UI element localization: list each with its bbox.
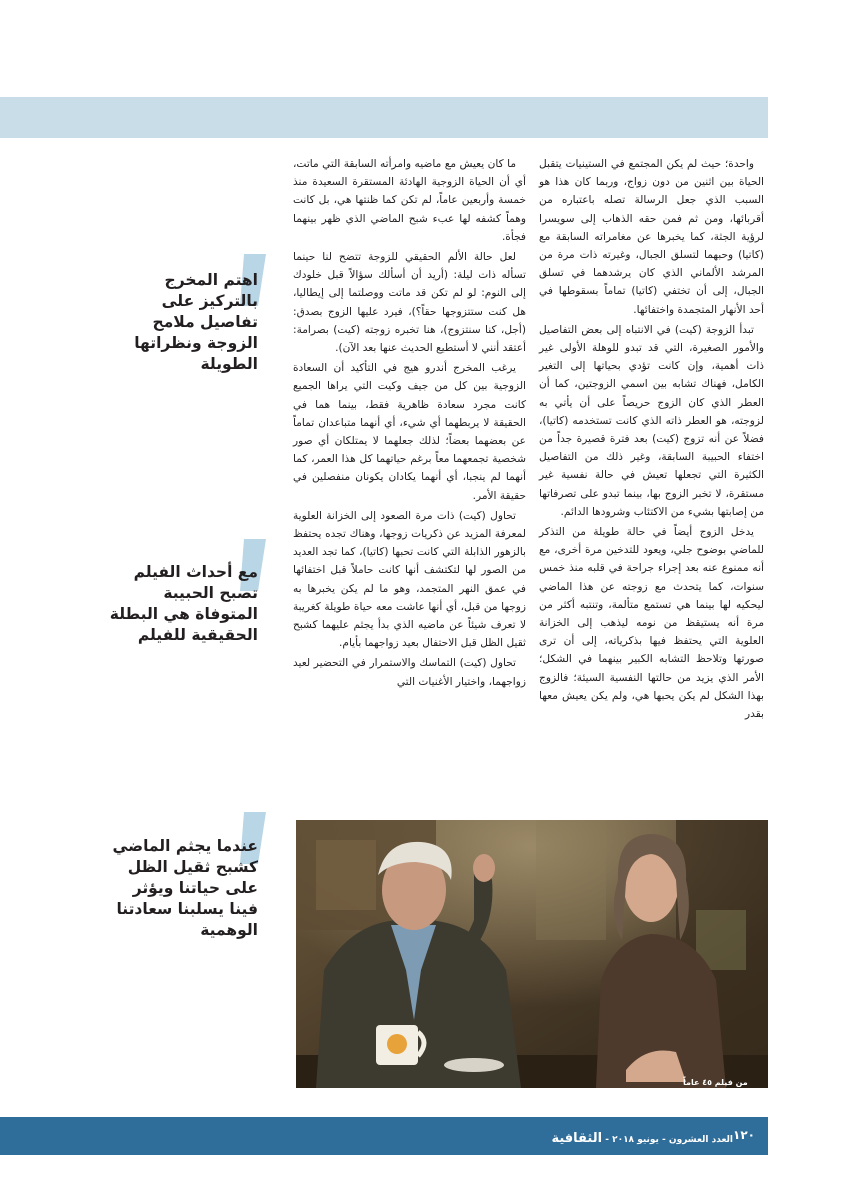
film-still-image	[296, 820, 768, 1088]
pull-quote-line: اهتم المخرج	[164, 271, 258, 289]
pull-quote-line: تصبح الحبيبة	[163, 584, 258, 602]
pull-quote-line: على حياتنا ويؤثر	[132, 879, 258, 897]
paragraph: ما كان يعيش مع ماضيه وامرأته السابقة التي ماتت، أي أن الحياة الزوجية الهادئة المستقرة السعيدة منذ خمسة وأربعين عاماً، لم تكن كما ظنتها هي، بل كانت وهماً كشفه لها عبء شبح الماضي الذي ظهر بينهما فجأة.	[293, 158, 526, 243]
pull-quote-line: بالتركيز على	[161, 292, 258, 310]
pull-quote-line: الحقيقية للفيلم	[137, 626, 258, 644]
issue-label: العدد العشرون - يونيو ٢٠١٨ -	[605, 1135, 733, 1145]
article-column-right	[539, 155, 764, 725]
photo-caption: من فيلم ٤٥ عاماً	[683, 1078, 748, 1087]
pull-quote-line: الوهمية	[200, 921, 258, 939]
magazine-logo: الثقافية	[551, 1131, 603, 1146]
paragraph: تحاول (كيت) ذات مرة الصعود إلى الخزانة العلوية لمعرفة المزيد عن ذكريات زوجها، وهناك تجده يحتفظ بالزهور الذابلة التي كانت تحبها (كاتيا)، كما تجد العديد من الصور لها لتكتشف أنها كانت حاملاً قبل اختفائها في عمق النهر المتجمد، وهو ما لم يكن يخبرها به زوجها من قبل، أي أنها عاشت معه حياة طويلة كغريبة لا تعرف شيئاً عن ماضيه الذي بدأ يجثم عليهما كشبح ثقيل الظل قبل الاحتفال بعيد زواجهما بأيام.	[293, 509, 526, 650]
paragraph: تحاول (كيت) التماسك والاستمرار في التحضير لعيد زواجهما، واختيار الأغنيات التي	[293, 657, 526, 688]
paragraph: واحدة؛ حيث لم يكن المجتمع في الستينيات يتقبل الحياة بين اثنين من دون زواج، وربما كان هذا هو السبب الذي جعل الرسالة تصله باعتباره من أقربائها، ومن ثم فمن حقه الذهاب إلى سويسرا لرؤية الجثة، كما يخبرها عن مغامراته السابقة مع (كاتيا) وحبهما لتسلق الجبال، وغيرته ذات مرة من المرشد الألماني الذي كان يرشدهما في تسلق الجبال، إلى أن تختفي (كاتيا) تماماً بسقوطها في أحد الأنهار المتجمدة واختفائها.	[539, 158, 764, 316]
pull-quote-line: تفاصيل ملامح	[152, 313, 258, 331]
pull-quote-3	[110, 836, 258, 941]
header-band	[0, 97, 768, 138]
pull-quote-line: الزوجة ونظراتها	[134, 334, 258, 352]
pull-quote-line: مع أحداث الفيلم	[133, 563, 258, 581]
pull-quote-line: كشبح ثقيل الظل	[127, 858, 258, 876]
footer-issue-info	[551, 1131, 733, 1146]
paragraph: يرغب المخرج أندرو هيج في التأكيد أن السعادة الزوجية بين كل من جيف وكيت التي يراها الجميع كانت مجرد سعادة ظاهرية فقط، بينما هما في الحقيقة لا يربطهما أي شيء، أي أنهما متباعدان تماماً عن بعضهما بعضاً؛ لذلك جعلهما لا يمتلكان أي صور شخصية تجمعهما معاً برغم حياتهما كل هذا العمر، كما أنهما لم ينجبا، أي أنهما يكادان يكونان منفصلين في حقيقة الأمر.	[293, 362, 526, 502]
paragraph: يدخل الزوج أيضاً في حالة طويلة من التذكر للماضي بوضوح جلي، ويعود للتدخين مرة أخرى، مع أنه ممنوع عنه بعد إجراء جراحة في قلبه منذ خمس سنوات، كما يتحدث مع زوجته عن هذا الماضي ليحكيه لها بينما هي تستمع متألمة، وتنتبه أكثر من مرة أنه يستيقظ من نومه ليذهب إلى الخزانة العلوية التي يحتفظ فيها بذكرياته، إلى أن ترى صورتها وتلاحظ التشابه الكبير بينهما في الشكل؛ الأمر الذي يزيد من حالتها النفسية السيئة؛ فالزوج بهذا الشكل لم يكن يحبها هي، ولم يكن يعيش معها بقدر	[539, 526, 764, 721]
page-number: ١٢٠	[733, 1128, 755, 1142]
pull-quote-line: الطويلة	[200, 355, 258, 373]
pull-quote-line: المتوفاة هي البطلة	[109, 605, 258, 623]
pull-quote-line: عندما يجثم الماضي	[112, 837, 258, 855]
paragraph: لعل حالة الألم الحقيقي للزوجة تتضح لنا حينما تسأله ذات ليلة: (أريد أن أسألك سؤالاً قبل خلودك إلى النوم: لو لم تكن قد ماتت ووصلتما إلى إيطاليا، هل كنت ستتزوجها حقاً؟)، فيرد عليها الزوج بصدق: (أجل، كنا سنتزوج)، هنا تخبره زوجته (كيت) بصرامة: أعتقد أنني لا أستطيع الحديث عنها بعد الآن).	[293, 251, 526, 355]
pull-quote-1	[110, 270, 258, 375]
paragraph: تبدأ الزوجة (كيت) في الانتباه إلى بعض التفاصيل والأمور الصغيرة، التي قد تبدو للوهلة الأولى غير ذات أهمية، وإن كانت تؤدي بحياتها إلى التغير الكامل، فهناك تشابه بين اسمي الزوجتين، كما أن العطر الذي كان الزوج حريصاً على أن يأتي به لزوجته، هو العطر ذاته الذي كانت تستخدمه (كاتيا)، فضلاً عن أنه تزوج (كيت) بعد فترة قصيرة جداً من اختفاء الحبيبة السابقة، وغير ذلك من التفاصيل الكثيرة التي تجعلها تعيش في حالة نفسية غير مستقرة، لا تخبر الزوج بها، بينما تبدو على تصرفاتها من إصابتها بشيء من الاكتئاب وشرودها الدائم.	[539, 323, 764, 518]
article-column-middle	[293, 155, 526, 693]
pull-quote-line: فينا يسلبنا سعادتنا	[116, 900, 258, 918]
pull-quote-2	[110, 562, 258, 646]
film-still-photo	[296, 820, 768, 1088]
